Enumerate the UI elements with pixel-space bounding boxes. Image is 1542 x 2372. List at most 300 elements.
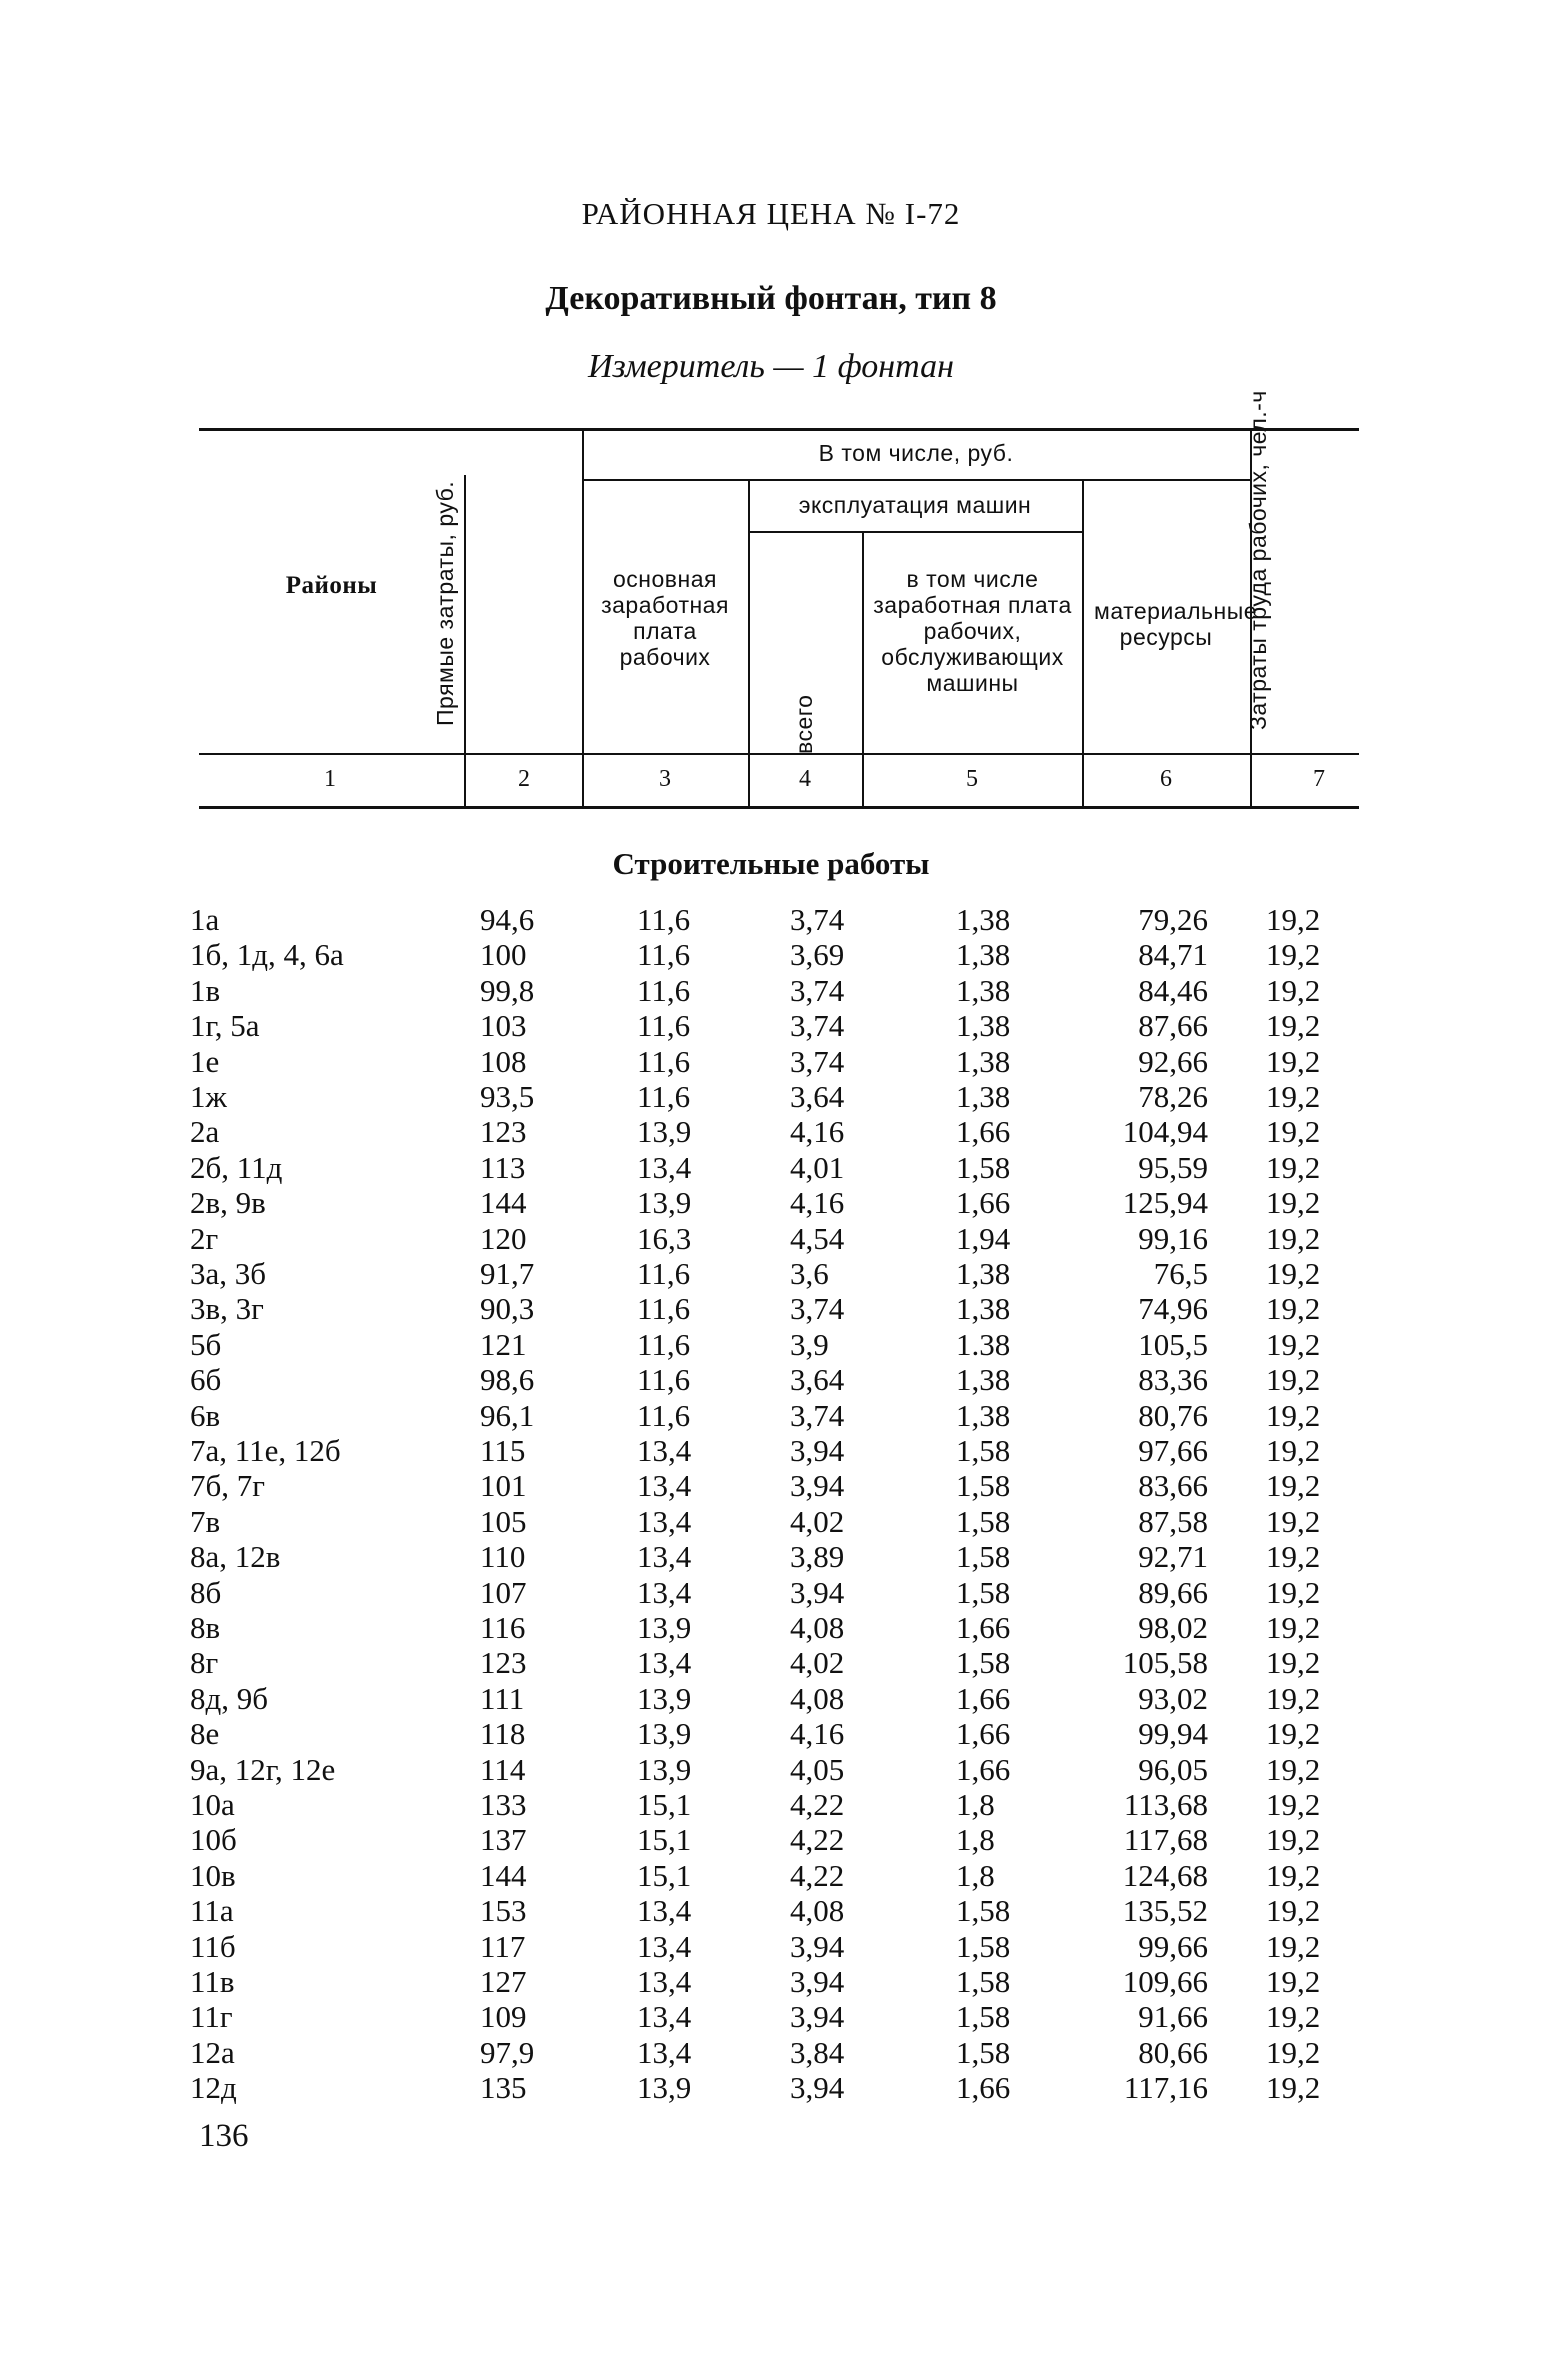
document-title: РАЙОННАЯ ЦЕНА № I-72 (581, 196, 961, 231)
cell-machine-wage: 1,8 (956, 1822, 995, 1858)
cell-region: 10в (190, 1857, 236, 1893)
cell-machine-total: 3,9 (790, 1326, 829, 1362)
cell-direct-costs: 144 (480, 1185, 527, 1221)
col-divider-3 (748, 479, 750, 806)
cell-labor: 19,2 (1266, 1893, 1321, 1929)
table-row (0, 1610, 1542, 1645)
cell-materials: 84,46 (1138, 972, 1208, 1008)
cell-materials: 97,66 (1138, 1433, 1208, 1468)
table-row (0, 1893, 1542, 1928)
cell-materials: 96,05 (1138, 1751, 1208, 1787)
cell-base-wage: 13,4 (637, 1433, 692, 1468)
cell-direct-costs: 135 (480, 2070, 527, 2106)
cell-machine-wage: 1,58 (956, 1503, 1011, 1539)
cell-region: 1в (190, 972, 221, 1008)
col-number-5: 5 (966, 766, 978, 792)
cell-region: 8е (190, 1716, 220, 1752)
table-row (0, 1575, 1542, 1610)
cell-labor: 19,2 (1266, 1008, 1321, 1044)
cell-machine-wage: 1,66 (956, 2070, 1011, 2106)
table-row (0, 973, 1542, 1008)
cell-region: 1е (190, 1043, 220, 1079)
cell-machine-wage: 1,38 (956, 1256, 1011, 1291)
table-row (0, 1716, 1542, 1751)
cell-machine-total: 3,74 (790, 1397, 845, 1433)
cell-region: 11г (190, 1999, 233, 2035)
cell-labor: 19,2 (1266, 1857, 1321, 1893)
cell-region: 11б (190, 1928, 236, 1964)
cell-direct-costs: 99,8 (480, 972, 535, 1008)
numbers-bottom-rule (199, 806, 1359, 809)
table-row (0, 1079, 1542, 1114)
cell-machine-wage: 1,38 (956, 972, 1011, 1008)
cell-direct-costs: 116 (480, 1610, 526, 1645)
cell-base-wage: 11,6 (637, 1397, 691, 1433)
cell-labor: 19,2 (1266, 1433, 1321, 1468)
cell-labor: 19,2 (1266, 1964, 1321, 1999)
cell-materials: 92,71 (1138, 1539, 1208, 1575)
header-labor: Затраты труда рабочих, чел.-ч (1245, 390, 1271, 730)
cell-machine-total: 3,74 (790, 1291, 845, 1327)
cell-base-wage: 13,9 (637, 1716, 692, 1752)
cell-materials: 104,94 (1122, 1114, 1208, 1150)
cell-materials: 76,5 (1153, 1256, 1208, 1291)
cell-machine-wage: 1,38 (956, 902, 1011, 937)
cell-machine-total: 3,69 (790, 937, 845, 973)
table-row (0, 937, 1542, 972)
cell-materials: 93,02 (1138, 1680, 1208, 1716)
cell-machine-wage: 1,58 (956, 1539, 1011, 1575)
cell-direct-costs: 120 (480, 1220, 527, 1256)
cell-labor: 19,2 (1266, 1503, 1321, 1539)
cell-materials: 83,36 (1138, 1362, 1208, 1398)
cell-direct-costs: 114 (480, 1751, 526, 1787)
table-row (0, 1468, 1542, 1503)
cell-machine-total: 4,02 (790, 1503, 845, 1539)
cell-machine-total: 3,74 (790, 1008, 845, 1044)
cell-materials: 80,76 (1138, 1397, 1208, 1433)
cell-direct-costs: 108 (480, 1043, 527, 1079)
header-total: всего (791, 694, 817, 754)
cell-machine-wage: 1,38 (956, 937, 1011, 973)
cell-labor: 19,2 (1266, 1645, 1321, 1681)
cell-direct-costs: 96,1 (480, 1397, 535, 1433)
cell-base-wage: 11,6 (637, 1326, 691, 1362)
cell-machine-wage: 1,38 (956, 1291, 1011, 1327)
cell-labor: 19,2 (1266, 1291, 1321, 1327)
cell-machine-wage: 1,58 (956, 1149, 1011, 1185)
cell-region: 5б (190, 1326, 222, 1362)
cell-direct-costs: 123 (480, 1114, 527, 1150)
cell-base-wage: 11,6 (637, 1362, 691, 1398)
cell-base-wage: 13,9 (637, 1751, 692, 1787)
cell-region: 8г (190, 1645, 219, 1681)
cell-region: 1ж (190, 1079, 227, 1114)
col-divider-4 (862, 531, 864, 806)
cell-machine-total: 3,94 (790, 1433, 845, 1468)
cell-direct-costs: 153 (480, 1893, 527, 1929)
cell-labor: 19,2 (1266, 1468, 1321, 1504)
col-number-6: 6 (1160, 766, 1172, 792)
cell-machine-wage: 1,58 (956, 1574, 1011, 1610)
cell-machine-total: 3,74 (790, 902, 845, 937)
cell-base-wage: 11,6 (637, 902, 691, 937)
cell-machine-wage: 1,66 (956, 1114, 1011, 1150)
table-row (0, 1221, 1542, 1256)
cell-machine-wage: 1,66 (956, 1751, 1011, 1787)
cell-labor: 19,2 (1266, 1610, 1321, 1645)
table-row (0, 1858, 1542, 1893)
cell-region: 2в, 9в (190, 1185, 266, 1221)
table-row (0, 1999, 1542, 2034)
cell-machine-total: 3,94 (790, 2070, 845, 2106)
cell-machine-wage: 1.38 (956, 1326, 1011, 1362)
cell-machine-total: 4,16 (790, 1716, 845, 1752)
cell-region: 3в, 3г (190, 1291, 264, 1327)
cell-base-wage: 13,4 (637, 1468, 692, 1504)
table-row (0, 1327, 1542, 1362)
cell-base-wage: 13,4 (637, 1964, 692, 1999)
cell-machine-total: 4,01 (790, 1149, 845, 1185)
cell-materials: 117,68 (1123, 1822, 1208, 1858)
cell-materials: 135,52 (1122, 1893, 1208, 1929)
cell-materials: 80,66 (1138, 2034, 1208, 2070)
cell-direct-costs: 121 (480, 1326, 527, 1362)
cell-region: 6в (190, 1397, 221, 1433)
header-machine-operation: эксплуатация машин (798, 492, 1032, 518)
cell-region: 10а (190, 1787, 235, 1822)
cell-labor: 19,2 (1266, 902, 1321, 937)
cell-region: 2г (190, 1220, 219, 1256)
cell-region: 12а (190, 2034, 235, 2070)
cell-materials: 79,26 (1138, 902, 1208, 937)
cell-machine-wage: 1,66 (956, 1680, 1011, 1716)
cell-labor: 19,2 (1266, 1751, 1321, 1787)
table-row (0, 2035, 1542, 2070)
cell-machine-total: 4,16 (790, 1114, 845, 1150)
cell-region: 7в (190, 1503, 221, 1539)
cell-direct-costs: 103 (480, 1008, 527, 1044)
cell-region: 3а, 3б (190, 1256, 267, 1291)
cell-base-wage: 11,6 (637, 937, 691, 973)
cell-region: 8б (190, 1574, 222, 1610)
cell-direct-costs: 117 (480, 1928, 526, 1964)
cell-machine-wage: 1,94 (956, 1220, 1011, 1256)
header-bottom-rule (199, 753, 1359, 755)
cell-direct-costs: 98,6 (480, 1362, 535, 1398)
cell-base-wage: 13,4 (637, 1149, 692, 1185)
cell-direct-costs: 105 (480, 1503, 527, 1539)
cell-machine-wage: 1,58 (956, 1928, 1011, 1964)
cell-machine-wage: 1,8 (956, 1787, 995, 1822)
table-row (0, 1964, 1542, 1999)
cell-base-wage: 13,9 (637, 1185, 692, 1221)
cell-base-wage: 13,4 (637, 1539, 692, 1575)
col-number-2: 2 (518, 766, 530, 792)
cell-machine-total: 3,84 (790, 2034, 845, 2070)
header-materials: материальные ресурсы (1094, 598, 1258, 650)
table-row (0, 1681, 1542, 1716)
cell-direct-costs: 100 (480, 937, 527, 973)
cell-base-wage: 13,4 (637, 1893, 692, 1929)
cell-region: 6б (190, 1362, 222, 1398)
cell-machine-total: 4,54 (790, 1220, 845, 1256)
cell-region: 11а (190, 1893, 234, 1929)
cell-labor: 19,2 (1266, 937, 1321, 973)
table-row (0, 1185, 1542, 1220)
cell-machine-total: 3,94 (790, 1468, 845, 1504)
machines-rule (748, 531, 1082, 533)
cell-base-wage: 13,9 (637, 2070, 692, 2106)
cell-labor: 19,2 (1266, 1256, 1321, 1291)
cell-region: 1б, 1д, 4, 6а (190, 937, 344, 973)
cell-base-wage: 13,4 (637, 1503, 692, 1539)
cell-base-wage: 13,9 (637, 1114, 692, 1150)
cell-labor: 19,2 (1266, 1043, 1321, 1079)
cell-base-wage: 11,6 (637, 1256, 691, 1291)
cell-machine-total: 3,94 (790, 1999, 845, 2035)
cell-labor: 19,2 (1266, 1362, 1321, 1398)
table-row (0, 1433, 1542, 1468)
cell-base-wage: 15,1 (637, 1787, 692, 1822)
cell-base-wage: 11,6 (637, 1043, 691, 1079)
cell-region: 7а, 11е, 12б (190, 1433, 341, 1468)
cell-base-wage: 13,4 (637, 1645, 692, 1681)
cell-machine-wage: 1,38 (956, 1008, 1011, 1044)
cell-base-wage: 13,4 (637, 1928, 692, 1964)
cell-machine-total: 3,64 (790, 1362, 845, 1398)
cell-direct-costs: 90,3 (480, 1291, 535, 1327)
cell-labor: 19,2 (1266, 2034, 1321, 2070)
cell-materials: 109,66 (1122, 1964, 1208, 1999)
table-row (0, 902, 1542, 937)
cell-materials: 89,66 (1138, 1574, 1208, 1610)
cell-base-wage: 15,1 (637, 1822, 692, 1858)
cell-materials: 99,66 (1138, 1928, 1208, 1964)
cell-machine-wage: 1,58 (956, 1468, 1011, 1504)
col-number-3: 3 (659, 766, 671, 792)
col-number-7: 7 (1313, 766, 1325, 792)
cell-machine-wage: 1,38 (956, 1397, 1011, 1433)
cell-machine-wage: 1,58 (956, 1964, 1011, 1999)
cell-machine-total: 3,74 (790, 1043, 845, 1079)
cell-machine-total: 3,64 (790, 1079, 845, 1114)
header-regions: Районы (285, 572, 378, 599)
cell-region: 12д (190, 2070, 237, 2106)
cell-machine-total: 3,94 (790, 1574, 845, 1610)
cell-machine-wage: 1,66 (956, 1716, 1011, 1752)
cell-direct-costs: 107 (480, 1574, 527, 1610)
cell-labor: 19,2 (1266, 1539, 1321, 1575)
cell-direct-costs: 133 (480, 1787, 527, 1822)
table-row (0, 2070, 1542, 2105)
cell-materials: 87,66 (1138, 1008, 1208, 1044)
cell-materials: 74,96 (1138, 1291, 1208, 1327)
cell-machine-total: 4,08 (790, 1893, 845, 1929)
header-machine-wage: в том числе заработная плата рабочих, обслуживающих машины (873, 566, 1072, 696)
cell-materials: 125,94 (1122, 1185, 1208, 1221)
cell-base-wage: 11,6 (637, 972, 691, 1008)
cell-region: 11в (190, 1964, 235, 1999)
cell-materials: 98,02 (1138, 1610, 1208, 1645)
cell-labor: 19,2 (1266, 1326, 1321, 1362)
cell-direct-costs: 101 (480, 1468, 527, 1504)
cell-machine-total: 4,22 (790, 1787, 845, 1822)
cell-region: 9а, 12г, 12е (190, 1751, 336, 1787)
cell-machine-total: 4,16 (790, 1185, 845, 1221)
cell-base-wage: 11,6 (637, 1291, 691, 1327)
cell-machine-total: 4,02 (790, 1645, 845, 1681)
cell-labor: 19,2 (1266, 972, 1321, 1008)
cell-region: 7б, 7г (190, 1468, 265, 1504)
cell-materials: 99,94 (1138, 1716, 1208, 1752)
cell-direct-costs: 93,5 (480, 1079, 535, 1114)
cell-machine-total: 3,74 (790, 972, 845, 1008)
table-row (0, 1787, 1542, 1822)
measurement-unit: Измеритель — 1 фонтан (588, 348, 954, 385)
cell-region: 8в (190, 1610, 221, 1645)
cell-machine-wage: 1,58 (956, 2034, 1011, 2070)
cell-labor: 19,2 (1266, 1680, 1321, 1716)
cell-direct-costs: 94,6 (480, 902, 535, 937)
cell-machine-wage: 1,38 (956, 1362, 1011, 1398)
header-direct-costs: Прямые затраты, руб. (432, 480, 458, 726)
cell-machine-wage: 1,66 (956, 1185, 1011, 1221)
cell-direct-costs: 127 (480, 1964, 527, 1999)
cell-direct-costs: 115 (480, 1433, 526, 1468)
cell-base-wage: 13,4 (637, 1574, 692, 1610)
cell-machine-wage: 1,38 (956, 1043, 1011, 1079)
cell-region: 1г, 5а (190, 1008, 260, 1044)
cell-materials: 105,58 (1122, 1645, 1208, 1681)
page-number: 136 (199, 2118, 249, 2154)
table-row (0, 1256, 1542, 1291)
table-row (0, 1114, 1542, 1149)
cell-region: 2а (190, 1114, 220, 1150)
cell-materials: 113,68 (1123, 1787, 1208, 1822)
cell-machine-wage: 1,58 (956, 1433, 1011, 1468)
cell-direct-costs: 111 (480, 1680, 525, 1716)
cell-materials: 95,59 (1138, 1149, 1208, 1185)
cell-direct-costs: 123 (480, 1645, 527, 1681)
cell-labor: 19,2 (1266, 2070, 1321, 2106)
cell-base-wage: 11,6 (637, 1079, 691, 1114)
cell-region: 10б (190, 1822, 237, 1858)
cell-materials: 83,66 (1138, 1468, 1208, 1504)
cell-direct-costs: 137 (480, 1822, 527, 1858)
including-rule (582, 479, 1250, 481)
section-title: Строительные работы (612, 846, 930, 881)
cell-labor: 19,2 (1266, 1185, 1321, 1221)
cell-direct-costs: 144 (480, 1857, 527, 1893)
col-number-4: 4 (799, 766, 811, 792)
cell-direct-costs: 109 (480, 1999, 527, 2035)
cell-labor: 19,2 (1266, 1220, 1321, 1256)
cell-machine-total: 4,08 (790, 1680, 845, 1716)
table-row (0, 1504, 1542, 1539)
cell-machine-wage: 1,66 (956, 1610, 1011, 1645)
cell-direct-costs: 91,7 (480, 1256, 535, 1291)
cell-machine-total: 3,94 (790, 1928, 845, 1964)
cell-base-wage: 13,9 (637, 1680, 692, 1716)
col-divider-2 (582, 428, 584, 806)
table-row (0, 1044, 1542, 1079)
cell-materials: 78,26 (1138, 1079, 1208, 1114)
cell-machine-wage: 1,8 (956, 1857, 995, 1893)
cell-region: 8а, 12в (190, 1539, 281, 1575)
table-row (0, 1008, 1542, 1043)
cell-machine-wage: 1,38 (956, 1079, 1011, 1114)
cell-machine-total: 3,94 (790, 1964, 845, 1999)
cell-machine-total: 3,89 (790, 1539, 845, 1575)
cell-materials: 99,16 (1138, 1220, 1208, 1256)
cell-labor: 19,2 (1266, 1149, 1321, 1185)
table-top-rule (199, 428, 1359, 431)
cell-direct-costs: 110 (480, 1539, 526, 1575)
cell-labor: 19,2 (1266, 1114, 1321, 1150)
cell-machine-total: 4,08 (790, 1610, 845, 1645)
cell-direct-costs: 113 (480, 1149, 526, 1185)
cell-machine-total: 3,6 (790, 1256, 829, 1291)
cell-labor: 19,2 (1266, 1574, 1321, 1610)
cell-labor: 19,2 (1266, 1822, 1321, 1858)
table-row (0, 1752, 1542, 1787)
cell-base-wage: 13,4 (637, 2034, 692, 2070)
cell-region: 2б, 11д (190, 1149, 283, 1185)
cell-machine-total: 4,22 (790, 1857, 845, 1893)
cell-machine-wage: 1,58 (956, 1645, 1011, 1681)
cell-machine-wage: 1,58 (956, 1893, 1011, 1929)
cell-materials: 117,16 (1123, 2070, 1208, 2106)
cell-materials: 105,5 (1138, 1326, 1208, 1362)
col-divider-5 (1082, 479, 1084, 806)
cell-base-wage: 13,9 (637, 1610, 692, 1645)
cell-labor: 19,2 (1266, 1716, 1321, 1752)
cell-materials: 91,66 (1138, 1999, 1208, 2035)
cell-labor: 19,2 (1266, 1928, 1321, 1964)
cell-labor: 19,2 (1266, 1999, 1321, 2035)
cell-base-wage: 15,1 (637, 1857, 692, 1893)
cell-materials: 84,71 (1138, 937, 1208, 973)
table-row (0, 1645, 1542, 1680)
table-row (0, 1362, 1542, 1397)
table-row (0, 1539, 1542, 1574)
cell-machine-total: 4,05 (790, 1751, 845, 1787)
cell-labor: 19,2 (1266, 1397, 1321, 1433)
cell-base-wage: 11,6 (637, 1008, 691, 1044)
cell-materials: 92,66 (1138, 1043, 1208, 1079)
col-number-1: 1 (324, 766, 336, 792)
cell-base-wage: 16,3 (637, 1220, 692, 1256)
cell-materials: 124,68 (1122, 1857, 1208, 1893)
cell-materials: 87,58 (1138, 1503, 1208, 1539)
cell-labor: 19,2 (1266, 1787, 1321, 1822)
header-base-wage: основная заработная плата рабочих (601, 566, 729, 670)
cell-region: 1а (190, 902, 220, 937)
cell-labor: 19,2 (1266, 1079, 1321, 1114)
cell-machine-total: 4,22 (790, 1822, 845, 1858)
document-subtitle: Декоративный фонтан, тип 8 (545, 280, 997, 317)
header-including: В том числе, руб. (818, 440, 1014, 466)
table-row (0, 1150, 1542, 1185)
cell-direct-costs: 97,9 (480, 2034, 535, 2070)
table-row (0, 1291, 1542, 1326)
table-row (0, 1929, 1542, 1964)
cell-machine-wage: 1,58 (956, 1999, 1011, 2035)
cell-base-wage: 13,4 (637, 1999, 692, 2035)
cell-region: 8д, 9б (190, 1680, 269, 1716)
table-row (0, 1822, 1542, 1857)
